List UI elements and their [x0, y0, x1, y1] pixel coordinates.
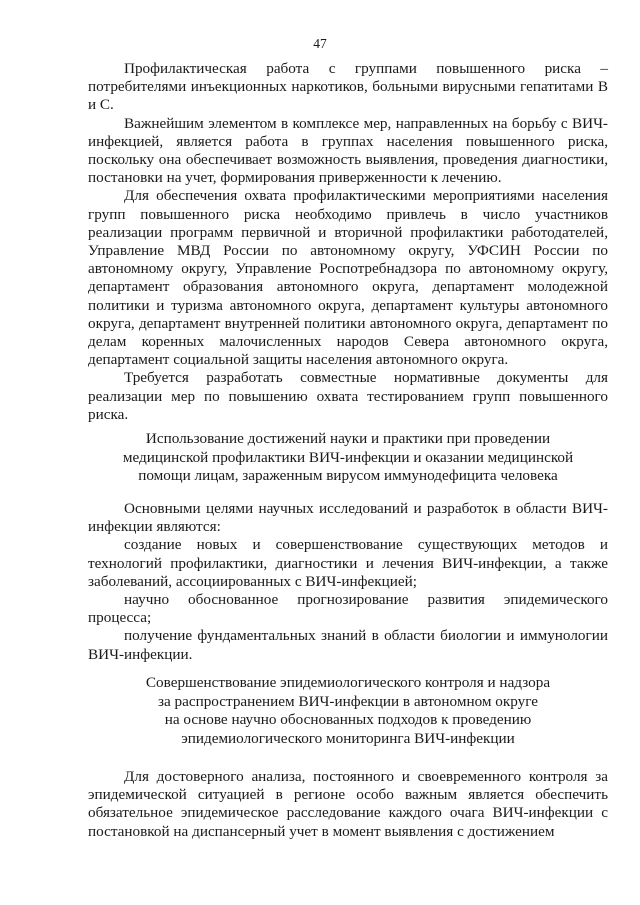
paragraph: Для обеспечения охвата профилактическими мероприятиями населения групп повышенного риска необходимо привлечь в число участников реализации программ первичной и вторичной профилактики работодателей, Управление МВД России по автономному округу, УФСИН России по автономному округу, Управление Роспотребнадзора по автономному округу, департамент образования автономного округа, департамент молодежной политики и туризма автономного округа, департамент культуры автономного округа, департамент внутренней политики автономного округа, департамент по делам коренных малочисленных народов Севера автономного округа, департамент социальной защиты населения автономного округа. — [88, 187, 608, 369]
heading-line: на основе научно обоснованных подходов к проведению — [164, 711, 532, 728]
page-number: 47 — [313, 36, 327, 51]
section-heading-science — [88, 430, 608, 486]
section-prevention-risk-groups — [88, 60, 608, 424]
heading-line: медицинской профилактики ВИЧ-инфекции и оказании медицинской — [122, 448, 574, 466]
heading-line: помощи лицам, зараженным вирусом иммунодефицита человека — [138, 467, 558, 484]
section-research-goals — [88, 500, 608, 664]
paragraph: Основными целями научных исследований и разработок в области ВИЧ-инфекции являются: — [88, 500, 608, 536]
section-heading-epidemiology — [88, 674, 608, 748]
list-item: создание новых и совершенствование существующих методов и технологий профилактики, диагностики и лечения ВИЧ-инфекции, а также заболеваний, ассоциированных с ВИЧ-инфекцией; — [88, 536, 608, 590]
paragraph: Важнейшим элементом в комплексе мер, направленных на борьбу с ВИЧ-инфекцией, является работа в группах населения повышенного риска, поскольку она обеспечивает возможность выявления, проведения диагностики, постановки на учет, формирования приверженности к лечению. — [88, 114, 608, 187]
heading-line: эпидемиологического мониторинга ВИЧ-инфекции — [181, 729, 515, 747]
paragraph: Требуется разработать совместные нормативные документы для реализации мер по повышению охвата тестированием групп повышенного риска. — [88, 369, 608, 423]
paragraph: Профилактическая работа с группами повышенного риска – потребителями инъекционных наркотиков, больными вирусными гепатитами В и С. — [88, 60, 608, 114]
list-item: научно обоснованное прогнозирование развития эпидемического процесса; — [88, 591, 608, 627]
heading-line: Использование достижений науки и практики при проведении — [145, 430, 551, 447]
list-item: получение фундаментальных знаний в области биологии и иммунологии ВИЧ-инфекции. — [88, 627, 608, 663]
heading-line: Совершенствование эпидемиологического контроля и надзора — [145, 674, 551, 691]
paragraph: Для достоверного анализа, постоянного и своевременного контроля за эпидемической ситуацией в регионе особо важным является обеспечить обязательное эпидемическое расследование каждого очага ВИЧ-инфекции с постановкой на диспансерный учет в момент выявления с достижением — [88, 768, 608, 840]
section-epidemiological-control — [88, 768, 608, 841]
heading-line: за распространением ВИЧ-инфекции в автономном округе — [157, 692, 539, 710]
